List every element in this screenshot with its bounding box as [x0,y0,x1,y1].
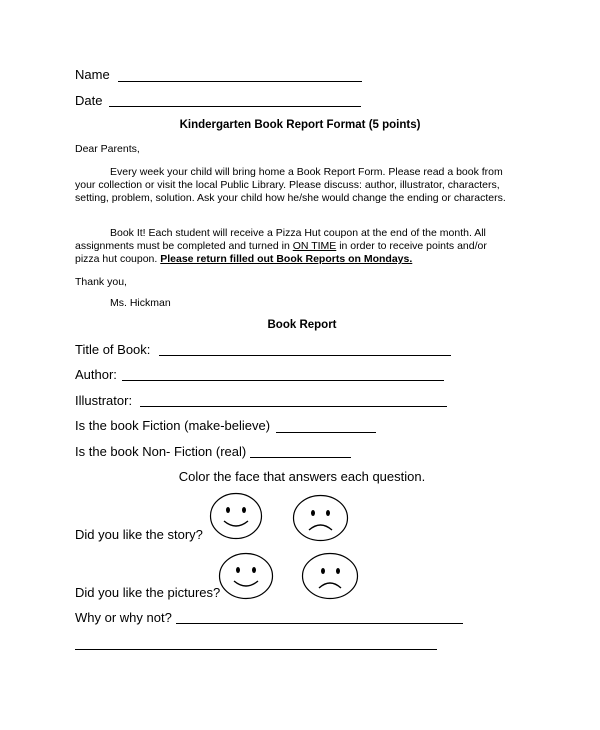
paragraph-1-rest: your collection or visit the local Public Library. Please discuss: author, illustrator, characters, setting, problem, solution. Ask your child how he/she would change the ending or characters. [75,179,506,204]
return-instruction: Please return filled out Book Reports on Mondays. [160,253,413,265]
why-line-1[interactable] [176,623,463,624]
on-time-emphasis: ON TIME [292,240,337,252]
document-title: Kindergarten Book Report Format (5 points) [179,119,421,131]
color-instruction: Color the face that answers each question. [178,469,426,484]
author-label: Author: [75,367,117,382]
pictures-question: Did you like the pictures? [75,585,221,600]
story-sad-face-icon[interactable] [292,494,349,542]
greeting: Dear Parents, [75,143,140,155]
title-of-book-label: Title of Book: [75,342,151,357]
paragraph-2-line-3-text: pizza hut coupon. [75,253,161,265]
nonfiction-line[interactable] [250,457,351,458]
illustrator-label: Illustrator: [75,393,133,408]
why-label: Why or why not? [75,610,172,625]
why-line-2[interactable] [75,649,437,650]
paragraph-2-line-3 [75,253,412,266]
book-report-heading: Book Report [267,319,337,331]
paragraph-2-line-2 [75,240,487,253]
nonfiction-label: Is the book Non- Fiction (real) [75,444,247,459]
title-of-book-line[interactable] [159,355,451,356]
name-label: Name [75,67,110,82]
story-happy-face-icon[interactable] [209,492,263,540]
pictures-sad-face-icon[interactable] [301,552,359,600]
pictures-happy-face-icon[interactable] [218,552,274,600]
author-line[interactable] [122,380,444,381]
paragraph-2-line-2-text-a: assignments must be completed and turned in [75,240,293,252]
story-question: Did you like the story? [75,527,203,542]
paragraph-1-first-line: Every week your child will bring home a Book Report Form. Please read a book from [110,166,503,178]
fiction-label: Is the book Fiction (make-believe) [75,418,271,433]
signature: Ms. Hickman [110,297,171,309]
date-label: Date [75,93,103,108]
closing: Thank you, [75,276,127,288]
paragraph-2-first-line: Book It! Each student will receive a Pizza Hut coupon at the end of the month. All [110,227,486,239]
fiction-line[interactable] [276,432,376,433]
paragraph-2-line-2-text-b: in order to receive points and/or [336,240,487,252]
name-field-line[interactable] [118,81,362,82]
illustrator-line[interactable] [140,406,447,407]
date-field-line[interactable] [109,106,361,107]
